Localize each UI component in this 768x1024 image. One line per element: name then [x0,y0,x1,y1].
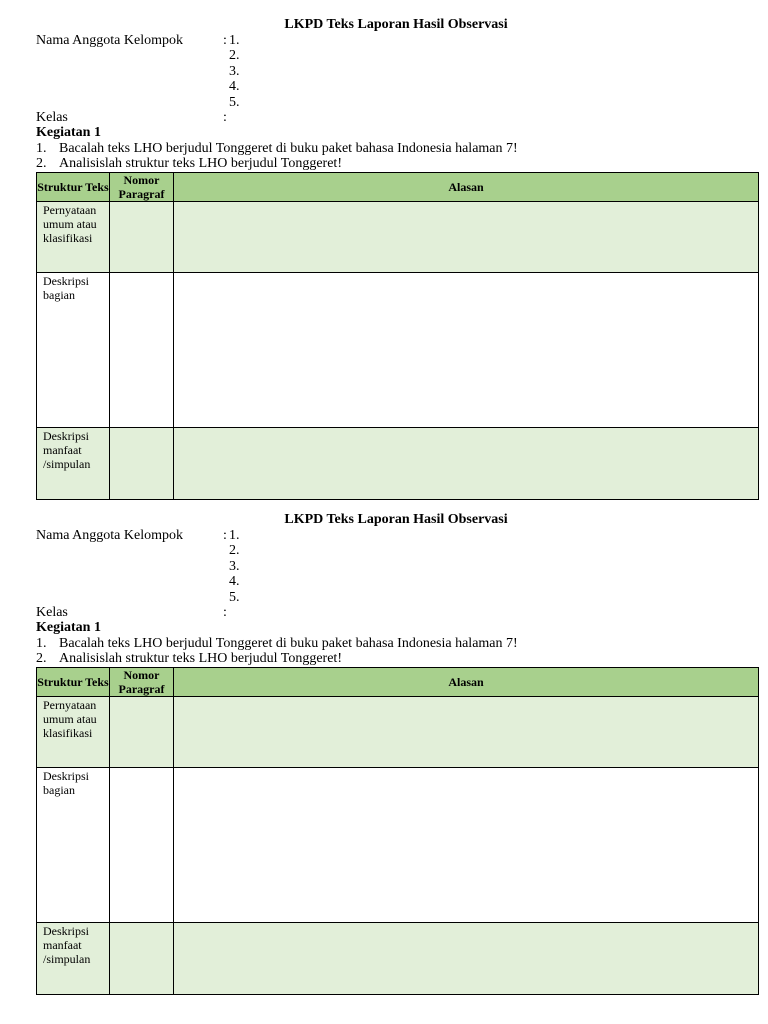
row-label: Deskripsi bagian [37,272,110,427]
paragraph-number-cell[interactable] [110,767,174,922]
member-number: 4. [229,574,240,590]
row-label: Deskripsi manfaat /simpulan [37,922,110,994]
reason-cell[interactable] [174,427,759,499]
reason-cell[interactable] [174,696,759,767]
reason-cell[interactable] [174,922,759,994]
member-number: 3. [229,558,240,574]
reason-cell[interactable] [174,272,759,427]
table-header-row [37,667,759,696]
worksheet-title: LKPD Teks Laporan Hasil Observasi [284,17,508,32]
header-alasan: Alasan [174,667,759,696]
table-row [37,427,759,499]
worksheet-1 [36,16,760,500]
header-struktur: Struktur Teks [37,172,110,201]
class-label: Kelas [36,109,68,125]
member-number: 2. [229,543,240,559]
members-label: Nama Anggota Kelompok [36,528,183,543]
structure-table [36,172,759,500]
class-row [36,110,760,125]
row-label: Pernyataan umum atau klasifikasi [37,201,110,272]
member-number: 2. [229,48,240,64]
member-number: 1. [229,528,240,543]
colon: : [223,109,227,125]
table-row [37,696,759,767]
table-row [37,201,759,272]
worksheet-2 [36,511,760,995]
task-item: 1. Bacalah teks LHO berjudul Tonggeret di buku paket bahasa Indonesia halaman 7! [36,140,518,156]
member-number: 5. [229,589,240,605]
table-row [37,922,759,994]
members-label: Nama Anggota Kelompok [36,33,183,48]
structure-table [36,667,759,995]
table-row [37,767,759,922]
members-row [36,528,760,543]
members-row [36,33,760,48]
task-item: 1. Bacalah teks LHO berjudul Tonggeret di buku paket bahasa Indonesia halaman 7! [36,635,518,651]
paragraph-number-cell[interactable] [110,201,174,272]
task-item: 2. Analisislah struktur teks LHO berjudul Tonggeret! [36,156,342,172]
table-row [37,272,759,427]
header-nomor: Nomor Paragraf [110,172,174,201]
paragraph-number-cell[interactable] [110,427,174,499]
activity-title: Kegiatan 1 [36,620,101,636]
class-row [36,605,760,620]
task-item: 2. Analisislah struktur teks LHO berjudul Tonggeret! [36,651,342,667]
header-nomor: Nomor Paragraf [110,667,174,696]
table-header-row [37,172,759,201]
colon: : [223,33,227,48]
reason-cell[interactable] [174,767,759,922]
member-number: 3. [229,63,240,79]
colon: : [223,528,227,543]
paragraph-number-cell[interactable] [110,696,174,767]
row-label: Deskripsi manfaat /simpulan [37,427,110,499]
paragraph-number-cell[interactable] [110,272,174,427]
member-number: 5. [229,94,240,110]
activity-title: Kegiatan 1 [36,125,101,141]
header-struktur: Struktur Teks [37,667,110,696]
worksheet-title: LKPD Teks Laporan Hasil Observasi [284,512,508,527]
row-label: Deskripsi bagian [37,767,110,922]
reason-cell[interactable] [174,201,759,272]
class-label: Kelas [36,604,68,620]
header-alasan: Alasan [174,172,759,201]
member-number: 4. [229,79,240,95]
paragraph-number-cell[interactable] [110,922,174,994]
row-label: Pernyataan umum atau klasifikasi [37,696,110,767]
colon: : [223,604,227,620]
member-number: 1. [229,33,240,48]
